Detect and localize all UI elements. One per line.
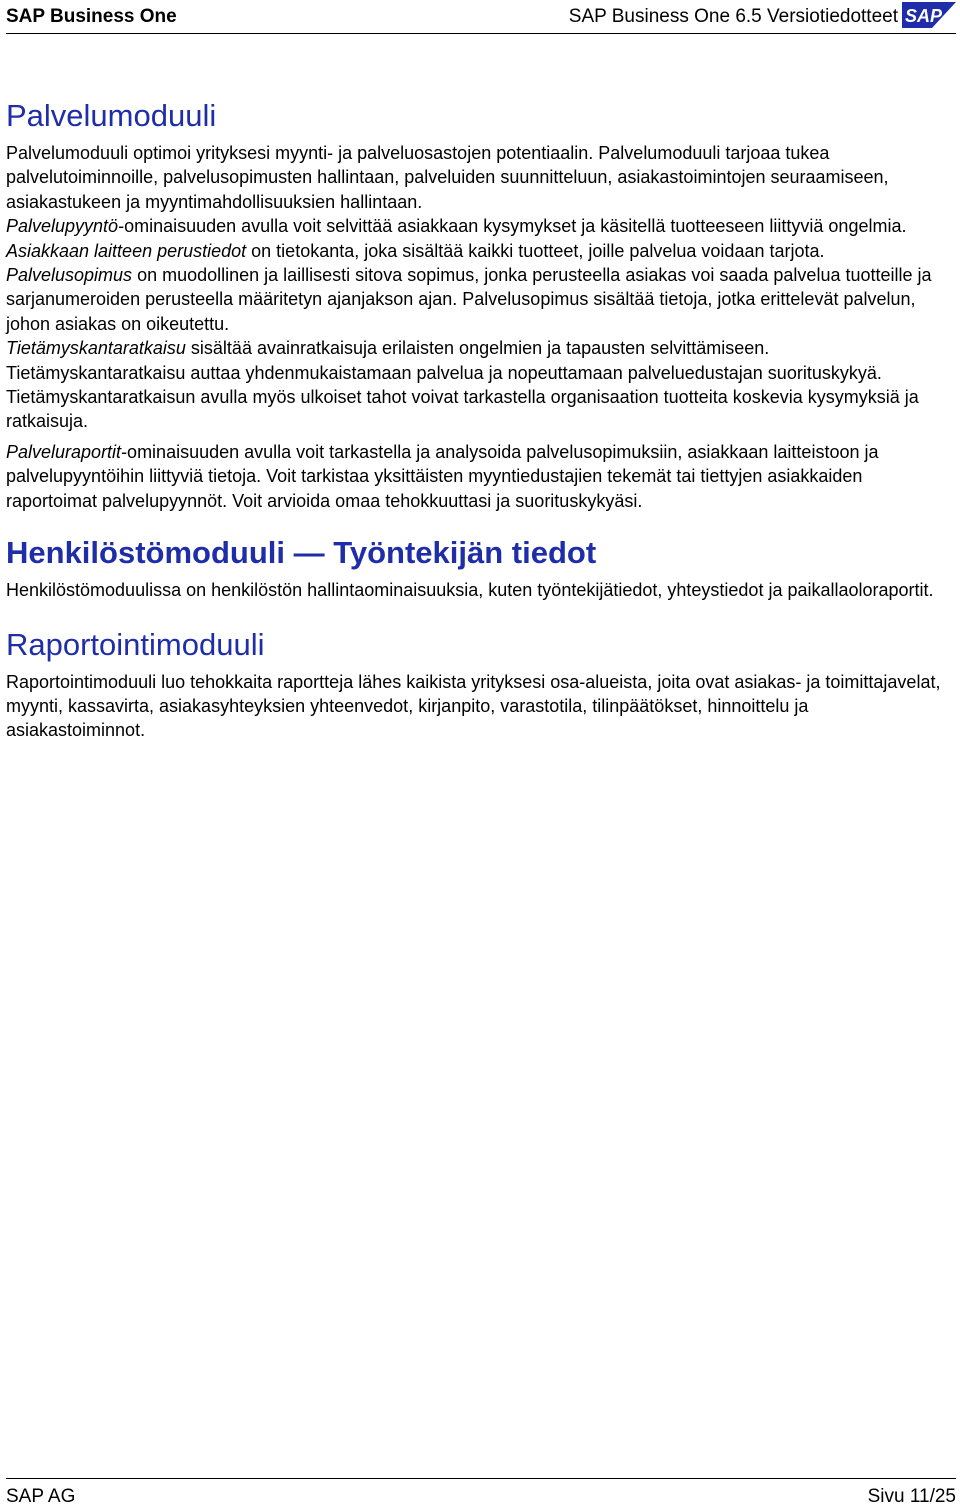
page-footer (6, 1478, 956, 1508)
sap-logo-icon (902, 2, 956, 28)
paragraph-palvelu-intro: Palvelumoduuli optimoi yrityksesi myynti- ja palveluosastojen potentiaalin. Palvelumoduuli tarjoaa tukea palvelutoiminnoille, palvelusopimusten hallintaan, palveluiden suunnitteluun, asiakastoimintojen seuraamiseen, asiakastukeen ja myyntimahdollisuuksien hallintaan. (6, 143, 889, 212)
term-palveluraportit: Palveluraportit (6, 441, 122, 462)
page-number: Sivu 11/25 (867, 1486, 956, 1507)
header-document-title: SAP Business One 6.5 Versiotiedotteet (568, 6, 898, 27)
term-asiakkaan-laite: Asiakkaan laitteen perustiedot (6, 240, 247, 261)
paragraph-tietamyskanta: Tietämyskantaratkaisu sisältää avainratkaisuja erilaisten ongelmien ja tapausten selvittämiseen. Tietämyskantaratkaisu auttaa yhdenmukaistamaan palvelua ja nopeuttamaan palveluedustajan suorituskykyä. Tietämyskantaratkaisun avulla myös ulkoiset tahot voivat tarkastella organisaation tuotteita koskevia kysymyksiä ja ratkaisuja. (6, 338, 919, 432)
paragraph-palvelusopimus: Palvelusopimus on muodollinen ja laillisesti sitova sopimus, jonka perusteella asiakas voi saada palvelua tuotteille ja sarjanumeroiden perusteella määritetyn ajanjakson ajan. Palvelusopimus sisältää tietoja, jotka erittelevät palvelun, johon asiakas on oikeutettu. (6, 265, 932, 334)
paragraph-palvelupyynto: Palvelupyyntö-ominaisuuden avulla voit selvittää asiakkaan kysymykset ja käsitellä tuotteeseen liittyviä ongelmia. (6, 216, 907, 237)
header-product-name: SAP Business One (6, 6, 177, 27)
page-header (6, 0, 956, 34)
term-palvelupyynto: Palvelupyyntö (6, 216, 119, 237)
main-content (6, 95, 952, 743)
paragraph-henkilosto: Henkilöstömoduulissa on henkilöstön hallintaominaisuuksia, kuten työntekijätiedot, yhteystiedot ja paikallaoloraportit. (6, 580, 934, 601)
paragraph-raportointi: Raportointimoduuli luo tehokkaita raportteja lähes kaikista yrityksesi osa-alueista, joita ovat asiakas- ja toimittajavelat, myynti, kassavirta, asiakasyhteyksien yhteenvedot, kirjanpito, varastotila, tilinpäätökset, hinnoittelu ja asiakastoiminnot. (6, 671, 941, 741)
term-tietamyskanta: Tietämyskantaratkaisu (6, 338, 186, 359)
sap-logo-text: SAP (905, 6, 943, 26)
section-title-raportointimoduuli: Raportointimoduuli (6, 626, 265, 662)
footer-company: SAP AG (6, 1486, 76, 1507)
section-title-henkilostomoduuli: Henkilöstömoduuli — Työntekijän tiedot (6, 535, 597, 571)
paragraph-palveluraportit: Palveluraportit-ominaisuuden avulla voit tarkastella ja analysoida palvelusopimuksiin, asiakkaan laitteistoon ja palvelupyyntöihin liittyviä tietoja. Voit tarkistaa yksittäisten myyntiedustajien tekemät tai tiettyjen asiakkaiden raportoimat palvelupyynnöt. Voit arvioida omaa tehokkuuttasi ja suorituskykyäsi. (6, 441, 879, 511)
term-palvelusopimus: Palvelusopimus (6, 265, 133, 286)
paragraph-asiakkaan-laite: Asiakkaan laitteen perustiedot on tietokanta, joka sisältää kaikki tuotteet, joille palvelua voidaan tarjota. (6, 240, 825, 261)
section-title-palvelumoduuli: Palvelumoduuli (6, 98, 217, 133)
